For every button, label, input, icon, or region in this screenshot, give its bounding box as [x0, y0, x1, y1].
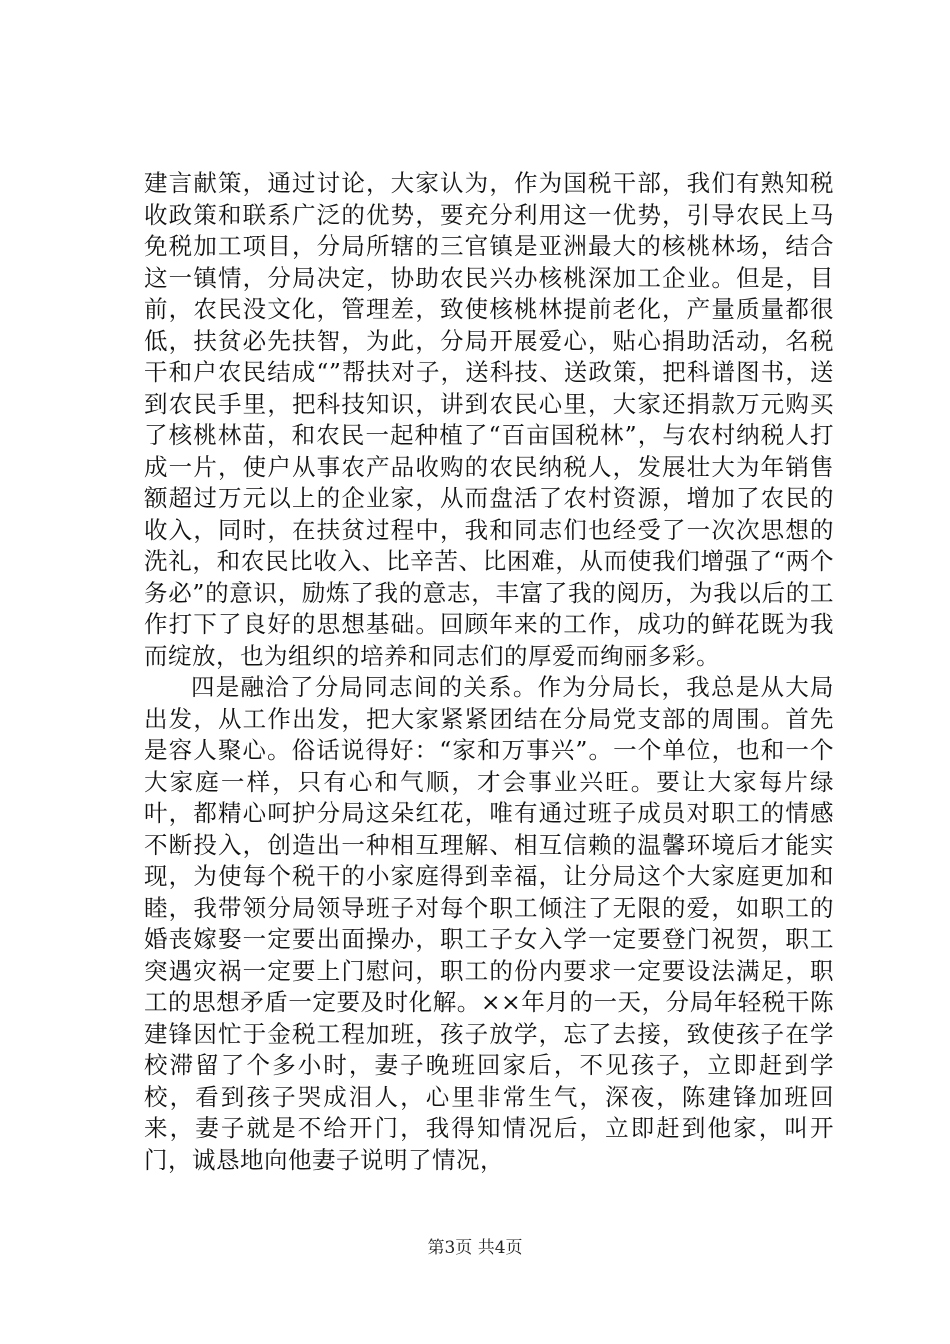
page-footer: 第3页 共4页: [427, 1238, 523, 1258]
body-text: [144, 168, 834, 1176]
paragraph-1: 建言献策，通过讨论，大家认为，作为国税干部，我们有熟知税收政策和联系广泛的优势，要充分利用这一优势，引导农民上马免税加工项目，分局所辖的三官镇是亚洲最大的核桃林场，结合这一镇情，分局决定，协助农民兴办核桃深加工企业。但是，目前，农民没文化，管理差，致使核桃林提前老化，产量质量都很低，扶贫必先扶智，为此，分局开展爱心，贴心捐助活动，名税干和户农民结成“”帮扶对子，送科技、送政策，把科谱图书，送到农民手里，把科技知识，讲到农民心里，大家还捐款万元购买了核桃林苗，和农民一起种植了“百亩国税林”，与农村纳税人打成一片，使户从事农产品收购的农民纳税人，发展壮大为年销售额超过万元以上的企业家，从而盘活了农村资源，增加了农民的收入，同时，在扶贫过程中，我和同志们也经受了一次次思想的洗礼，和农民比收入、比辛苦、比困难，从而使我们增强了“两个务必”的意识，励炼了我的意志，丰富了我的阅历，为我以后的工作打下了良好的思想基础。回顾年来的工作，成功的鲜花既为我而绽放，也为组织的培养和同志们的厚爱而绚丽多彩。: [144, 169, 834, 670]
paragraph-2: 四是融洽了分局同志间的关系。作为分局长，我总是从大局出发，从工作出发，把大家紧紧团结在分局党支部的周围。首先是容人聚心。俗话说得好：“家和万事兴”。一个单位，也和一个大家庭一样，只有心和气顺，才会事业兴旺。要让大家每片绿叶，都精心呵护分局这朵红花，唯有通过班子成员对职工的情感不断投入，创造出一种相互理解、相互信赖的温馨环境后才能实现，为使每个税干的小家庭得到幸福，让分局这个大家庭更加和睦，我带领分局领导班子对每个职工倾注了无限的爱，如职工的婚丧嫁娶一定要出面操办，职工子女入学一定要登门祝贺，职工突遇灾祸一定要上门慰问，职工的份内要求一定要设法满足，职工的思想矛盾一定要及时化解。××年月的一天，分局年轻税干陈建锋因忙于金税工程加班，孩子放学，忘了去接，致使孩子在学校滞留了个多小时，妻子晚班回家后，不见孩子，立即赶到学校，看到孩子哭成泪人，心里非常生气，深夜，陈建锋加班回来，妻子就是不给开门，我得知情况后，立即赶到他家，叫开门，诚恳地向他妻子说明了情况，: [144, 673, 834, 1174]
